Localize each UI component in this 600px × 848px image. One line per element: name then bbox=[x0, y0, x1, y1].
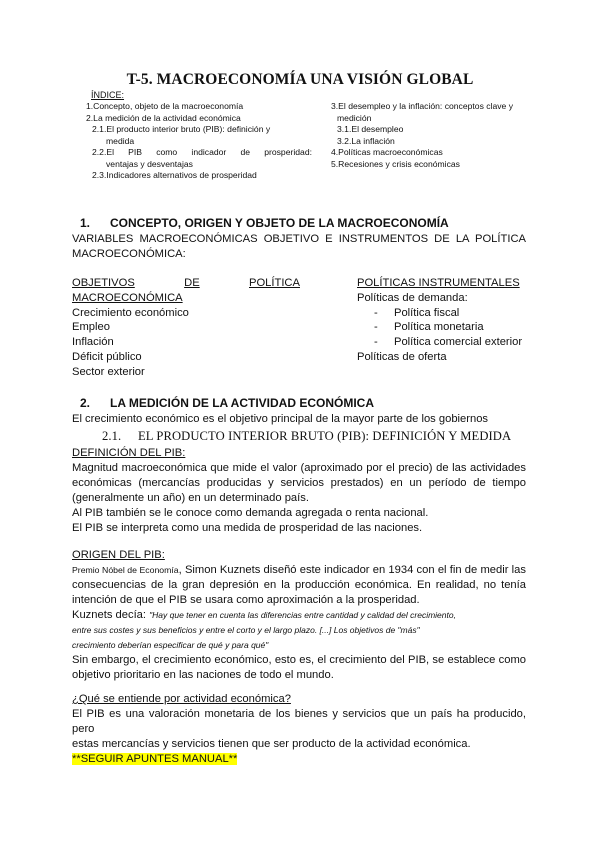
text-line: (generalmente un año) en un determinado país. bbox=[72, 492, 309, 504]
text-line: Sin embargo, el crecimiento económico, esto es, el crecimiento del PIB, se establece como bbox=[72, 654, 526, 666]
text-line: Magnitud macroeconómica que mide el valor (aproximado por el precio) de las actividades bbox=[72, 462, 526, 474]
policy-label: Política monetaria bbox=[394, 321, 484, 334]
text-line: económicas (mercancías producidas y servicios prestados) en un período de tiempo bbox=[72, 477, 526, 489]
origin-heading: ORIGEN DEL PIB: bbox=[72, 549, 165, 561]
text-line bbox=[72, 608, 526, 623]
objective-item: Empleo bbox=[72, 321, 110, 334]
highlighted-text: **SEGUIR APUNTES MANUAL** bbox=[72, 753, 238, 765]
text-line: El PIB es una valoración monetaria de los bienes y servicios que un país ha producido, pero bbox=[72, 708, 526, 735]
section-2-heading bbox=[80, 396, 374, 410]
toc-item: 3.El desempleo y la inflación: conceptos clave y bbox=[331, 101, 514, 111]
bullet-dash: - bbox=[374, 336, 378, 349]
subsection-number: 2.1. bbox=[102, 429, 122, 443]
instruments-column bbox=[357, 276, 527, 365]
toc-item: 1.Concepto, objeto de la macroeconomía bbox=[86, 101, 244, 111]
toc-item: 4.Políticas macroeconómicas bbox=[331, 147, 443, 157]
policy-item bbox=[357, 306, 527, 321]
text-line: objetivo prioritario en las naciones de todo el mundo. bbox=[72, 669, 334, 681]
section-title: LA MEDICIÓN DE LA ACTIVIDAD ECONÓMICA bbox=[110, 396, 374, 410]
text-line: consecuencias de la gran depresión en la producción económica. En realidad, no tenía bbox=[72, 579, 526, 591]
quote-text: crecimiento deberían especificar de qué y para qué" bbox=[72, 640, 269, 650]
text-line: intención de que el PIB se usara como aproximación a la prosperidad. bbox=[72, 594, 420, 606]
section-title: CONCEPTO, ORIGEN Y OBJETO DE LA MACROECONOMÍA bbox=[110, 216, 449, 230]
toc-item: 3.2.La inflación bbox=[337, 135, 395, 146]
subsection-title: EL PRODUCTO INTERIOR BRUTO (PIB): DEFINICIÓN Y MEDIDA bbox=[138, 429, 512, 443]
text-line: Al PIB también se le conoce como demanda agregada o renta nacional. bbox=[72, 507, 429, 519]
subsection-2-1-heading bbox=[102, 429, 511, 444]
section-1-heading bbox=[80, 216, 449, 230]
text-line: VARIABLES MACROECONÓMICAS OBJETIVO E INSTRUMENTOS DE LA POLÍTICA bbox=[72, 233, 526, 245]
toc-item: 2.1.El producto interior bruto (PIB): definición y bbox=[92, 124, 271, 134]
economic-activity-block bbox=[72, 692, 526, 767]
text-line bbox=[72, 563, 526, 578]
supply-policies-label: Políticas de oferta bbox=[357, 350, 447, 363]
pib-origin-block bbox=[72, 548, 526, 683]
small-text: Premio Nóbel de Economía bbox=[72, 565, 179, 575]
toc-item: 3.1.El desempleo bbox=[337, 124, 404, 134]
toc-right-column bbox=[331, 101, 531, 170]
definition-heading: DEFINICIÓN DEL PIB: bbox=[72, 447, 186, 459]
toc-item: medición bbox=[337, 112, 372, 123]
toc-heading: ÍNDICE: bbox=[91, 90, 125, 100]
objectives-heading bbox=[72, 276, 300, 291]
bullet-dash: - bbox=[374, 321, 378, 334]
text-line: estas mercancías y servicios tienen que ser producto de la actividad económica. bbox=[72, 738, 471, 750]
text-line: El PIB se interpreta como una medida de prosperidad de las naciones. bbox=[72, 522, 423, 534]
section-2-intro: El crecimiento económico es el objetivo principal de la mayor parte de los gobiernos bbox=[72, 413, 489, 425]
section-1-intro bbox=[72, 232, 526, 262]
question-heading: ¿Qué se entiende por actividad económica? bbox=[72, 693, 291, 705]
toc-item: 2.3.Indicadores alternativos de prosperidad bbox=[92, 170, 257, 180]
instruments-heading: POLÍTICAS INSTRUMENTALES bbox=[357, 277, 520, 289]
objectives-heading-line2: MACROECONÓMICA bbox=[72, 291, 183, 304]
objective-item: Sector exterior bbox=[72, 365, 145, 378]
toc-item: 5.Recesiones y crisis económicas bbox=[331, 158, 460, 169]
objective-item: Crecimiento económico bbox=[72, 306, 189, 319]
quote-text: "Hay que tener en cuenta las diferencias entre cantidad y calidad del crecimiento, bbox=[149, 610, 456, 620]
toc-item: 2.2.El PIB como indicador de prosperidad: bbox=[92, 147, 312, 157]
toc-left-column bbox=[86, 101, 316, 182]
toc-item: 2.La medición de la actividad económica bbox=[86, 112, 241, 123]
demand-policies-label: Políticas de demanda: bbox=[357, 291, 468, 304]
bullet-dash: - bbox=[374, 306, 378, 319]
heading-word: OBJETIVOS bbox=[72, 277, 135, 289]
objectives-column bbox=[72, 276, 300, 380]
objective-item: Déficit público bbox=[72, 350, 142, 363]
highlight-note bbox=[72, 752, 526, 767]
kuznets-intro: Kuznets decía: bbox=[72, 609, 150, 621]
toc-item: ventajas y desventajas bbox=[106, 158, 193, 169]
text-span: , Simon Kuznets diseñó este indicador en 1934 con el fin de medir las bbox=[178, 564, 526, 576]
section-number: 2. bbox=[80, 396, 91, 410]
quote-text: entre sus costes y sus beneficios y entre el corto y el largo plazo. [...] Los objetivos de "más" bbox=[72, 625, 420, 635]
policy-label: Política comercial exterior bbox=[394, 336, 523, 349]
pib-definition-block bbox=[72, 446, 526, 536]
objective-item: Inflación bbox=[72, 336, 114, 349]
document-title: T-5. MACROECONOMÍA UNA VISIÓN GLOBAL bbox=[126, 71, 474, 88]
section-number: 1. bbox=[80, 216, 91, 230]
heading-word: DE bbox=[184, 277, 200, 289]
heading-word: POLÍTICA bbox=[249, 277, 300, 289]
policy-item bbox=[357, 335, 527, 350]
toc-item: medida bbox=[106, 135, 135, 146]
policy-label: Política fiscal bbox=[394, 306, 460, 319]
text-line: MACROECONÓMICA: bbox=[72, 248, 186, 260]
policy-item bbox=[357, 320, 527, 335]
